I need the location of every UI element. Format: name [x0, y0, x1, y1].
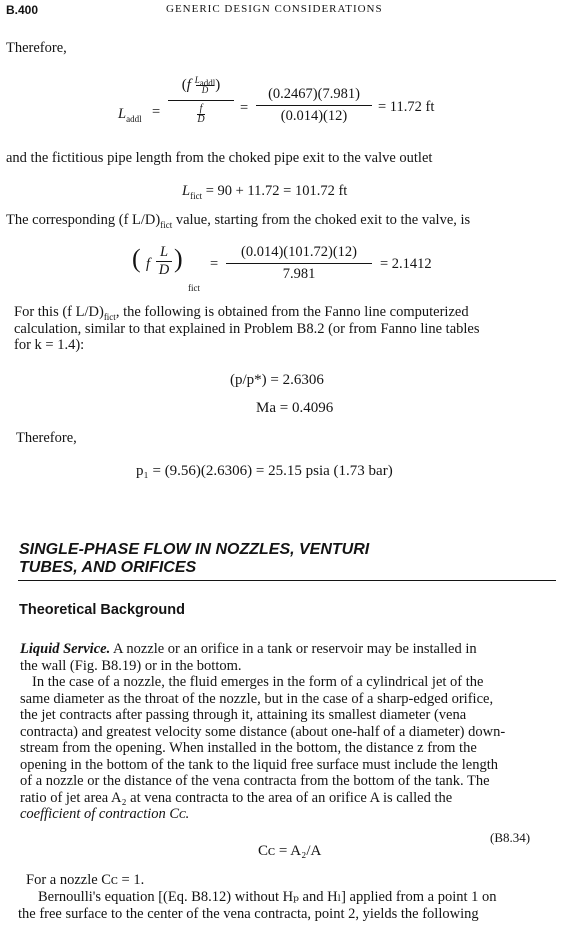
paragraph-bernoulli: Bernoulli's equation [(Eq. B8.12) without Hₚ and Hₗ] applied from a point 1 on the free surface to the center of the vena contracta, point 2, yields the following [18, 889, 497, 922]
d-symbol-denominator: D [197, 114, 205, 125]
section-divider [18, 580, 556, 581]
denominator: 7.981 [282, 266, 316, 282]
equation-pressure-ratio: (p/p*) = 2.6306 [230, 372, 324, 388]
fld-fraction [226, 244, 372, 283]
l-addl-result: = 11.72 ft [378, 99, 435, 115]
l-fict-symbol: L [182, 183, 191, 199]
f-symbol: f [186, 76, 191, 93]
addl-subscript: addl [199, 77, 216, 88]
section-title: SINGLE-PHASE FLOW IN NOZZLES, VENTURI TUBES, AND ORIFICES [19, 541, 370, 576]
running-title: GENERIC DESIGN CONSIDERATIONS [166, 3, 383, 15]
equation-cc: Cᴄ = A₂/A [258, 843, 322, 859]
l-addl-subscript: addl [126, 113, 142, 124]
ratio-fraction: (f $L_{addl}$ D ) f D [168, 76, 234, 125]
lead-in: Liquid Service. [20, 641, 111, 657]
nozzle-cc-note: For a nozzle Cᴄ = 1. [26, 872, 145, 888]
f-symbol-denominator: f [199, 103, 203, 114]
f-symbol: f [146, 256, 151, 272]
subsection-title: Theoretical Background [19, 602, 185, 618]
paragraph-liquid-service: Liquid Service. A nozzle or an orifice in a tank or reservoir may be installed in the wall (Fig. B8.19) or in the bottom. In the case of a nozzle, the fluid emerges in the form of a cylindrical jet of the same diameter as the throat of the nozzle, but in the case of a sharp-edged orifice, the jet contracts after passing through it, attaining its smallest diameter (vena contracta) and greatest velocity some distance (about one-half of a diameter) down- stream from the opening. When installed in the bottom, the distance z from the opening in the bottom of the tank to the liquid free surface must include the length of a nozzle or the distance of the vena contracta from the bottom of the tank. The ratio of jet area A₂ at vena contracta to the area of an orifice A is called the coefficient of contraction Cᴄ. [20, 641, 506, 822]
text-corresponding: The corresponding (f $L/D)_{fict}$ value, starting from the choked exit to the valve, is [6, 212, 471, 230]
denominator: (0.014)(12) [280, 108, 348, 124]
equation-p1: p₁ = (9.56)(2.6306) = 25.15 psia (1.73 bar) [136, 463, 393, 479]
numeric-fraction [256, 86, 372, 125]
paragraph-fanno: For this (f $L/D)_{fict}$, the following is obtained from the Fanno line computerized calculation, similar to that explained in Problem B8.2 (or from Fanno line tables for k = 1.4): [14, 304, 480, 353]
equation-mach: Ma = 0.4096 [256, 400, 334, 416]
l-fict-value: = 90 + 11.72 = 101.72 ft [205, 183, 348, 199]
fict-subscript: fict [190, 190, 203, 201]
equation-l-fict [182, 183, 347, 200]
therefore-label-2: Therefore, [16, 430, 77, 446]
l-symbol: L [194, 75, 200, 85]
d-symbol: D [158, 262, 170, 278]
fict-subscript: fict [188, 283, 200, 293]
therefore-label: Therefore, [6, 40, 67, 56]
numerator: (0.014)(101.72)(12) [241, 244, 357, 260]
equation-number: (B8.34) [490, 830, 531, 845]
page-number: B.400 [6, 3, 39, 17]
l-addl-symbol: L [118, 106, 127, 122]
numerator: (0.2467)(7.981) [268, 86, 360, 102]
text-fict-length: and the fictitious pipe length from the choked pipe exit to the valve outlet [6, 150, 433, 166]
d-symbol: D [201, 85, 209, 95]
fld-result: = 2.1412 [380, 256, 432, 272]
l-symbol: L [159, 244, 169, 260]
